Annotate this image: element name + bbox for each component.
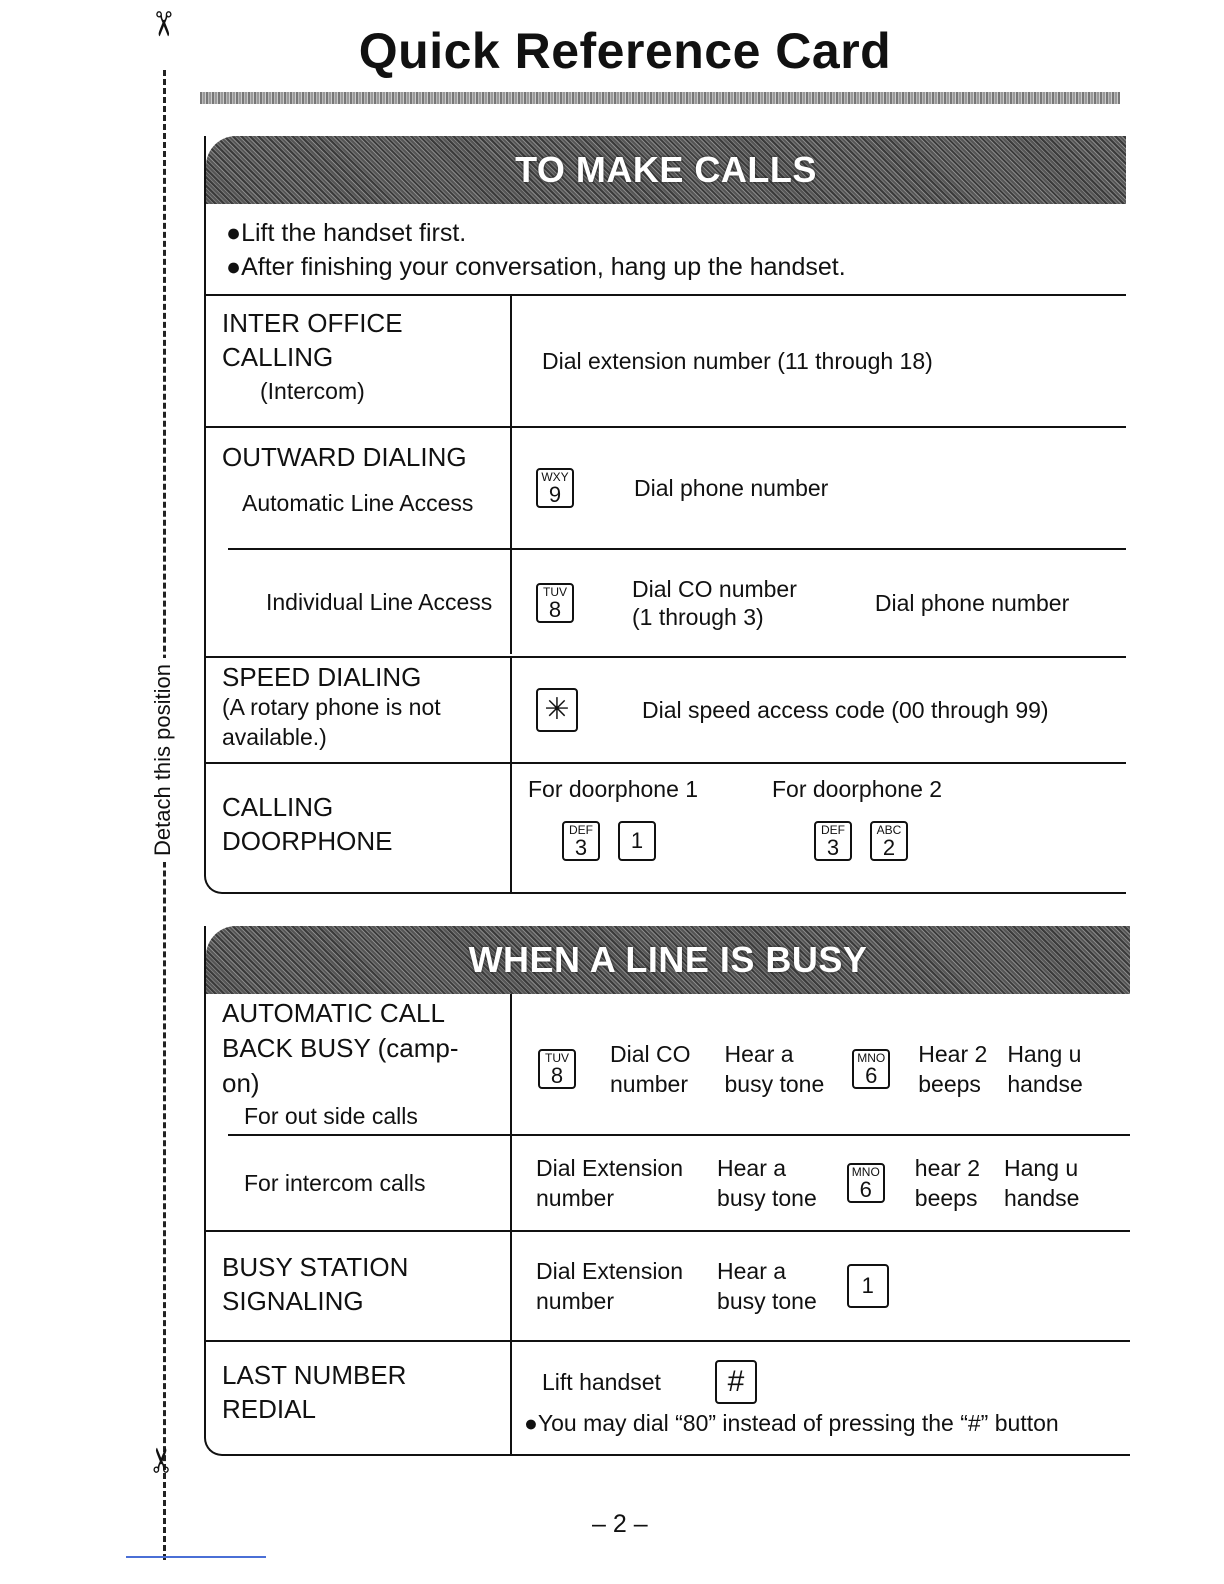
row-label: CALLING [222, 342, 334, 372]
detach-label: Detach this position [150, 658, 176, 862]
row-label: LAST NUMBER [222, 1360, 407, 1390]
instruction: Lift handset [542, 1368, 661, 1395]
row-label: BACK BUSY (camp- [222, 1033, 459, 1063]
instruction: (1 through 3) [632, 604, 764, 630]
line-busy-section [204, 926, 1130, 1456]
row-label: REDIAL [222, 1394, 316, 1424]
note-line: ●Lift the handset first. [226, 219, 467, 247]
row-sublabel: available.) [222, 724, 327, 750]
inter-office-row [206, 296, 1126, 428]
key-8: TUV 8 [538, 1049, 576, 1089]
hash-key: # [715, 1360, 757, 1404]
key-8: TUV 8 [536, 583, 574, 623]
acb-row: AUTOMATIC CALL BACK BUSY (camp- on) For out side calls For intercom calls TUV 8 Dial CO number Hear a busy tone MNO 6 Hear 2 beeps Hang u handse Dial Extension number Hear a busy tone MNO 6 hear 2 beeps Hang u handse [206, 994, 1130, 1232]
row-sublabel: (A rotary phone is not [222, 694, 441, 720]
row-label: INTER OFFICE [222, 308, 403, 338]
make-calls-banner: TO MAKE CALLS [206, 136, 1126, 204]
note-line: ●You may dial “80” instead of pressing the “#” button [524, 1410, 1059, 1436]
make-calls-notes [206, 204, 1126, 296]
row-label: OUTWARD DIALING [222, 442, 467, 472]
key-3: DEF 3 [562, 821, 600, 861]
instruction: For doorphone 2 [772, 776, 943, 802]
row-label: DOORPHONE [222, 826, 393, 856]
footer-underline [126, 1556, 266, 1558]
row-sublabel: For intercom calls [244, 1169, 426, 1196]
key-3: DEF 3 [814, 821, 852, 861]
key-9: WXY 9 [536, 468, 574, 508]
scissors-icon: ✂ [143, 1445, 182, 1475]
row-label: AUTOMATIC CALL [222, 998, 445, 1028]
outward-row [206, 428, 1126, 658]
scissors-icon: ✂ [143, 9, 182, 39]
last-number-redial-row [206, 1342, 1130, 1454]
line-busy-banner: WHEN A LINE IS BUSY [206, 926, 1130, 994]
row-sublabel: For out side calls [244, 1103, 418, 1129]
page-title: Quick Reference Card [358, 23, 892, 79]
row-sublabel: (Intercom) [260, 378, 365, 404]
key-1: 1 [618, 821, 656, 861]
instruction: Dial CO number [632, 576, 797, 602]
instruction: Dial phone number [874, 589, 1070, 616]
instruction: For doorphone 1 [528, 776, 699, 802]
page-number: – 2 – [592, 1510, 648, 1538]
row-sublabel: Individual Line Access [266, 589, 493, 615]
instruction: Dial speed access code (00 through 99) [642, 696, 1049, 723]
doorphone-row [206, 764, 1126, 892]
row-label: BUSY STATION [222, 1252, 409, 1282]
make-calls-section [204, 136, 1126, 894]
row-label: CALLING [222, 792, 334, 822]
row-label: SPEED DIALING [222, 662, 422, 692]
key-6: MNO 6 [852, 1049, 890, 1089]
key-2: ABC 2 [870, 821, 908, 861]
instruction: Dial extension number (11 through 18) [542, 347, 933, 374]
instruction: Dial phone number [634, 474, 829, 501]
star-key: ✳ [536, 688, 578, 732]
row-label: SIGNALING [222, 1286, 364, 1316]
key-6: MNO 6 [847, 1163, 885, 1203]
speed-dialing-row [206, 658, 1126, 764]
note-line: ●After finishing your conversation, hang up the handset. [226, 253, 846, 281]
key-1: 1 [847, 1264, 889, 1308]
title-rule [200, 92, 1120, 104]
row-label: on) [222, 1068, 260, 1098]
busy-station-row: BUSY STATION SIGNALING Dial Extension number Hear a busy tone 1 [206, 1232, 1130, 1342]
row-sublabel: Automatic Line Access [242, 490, 474, 516]
